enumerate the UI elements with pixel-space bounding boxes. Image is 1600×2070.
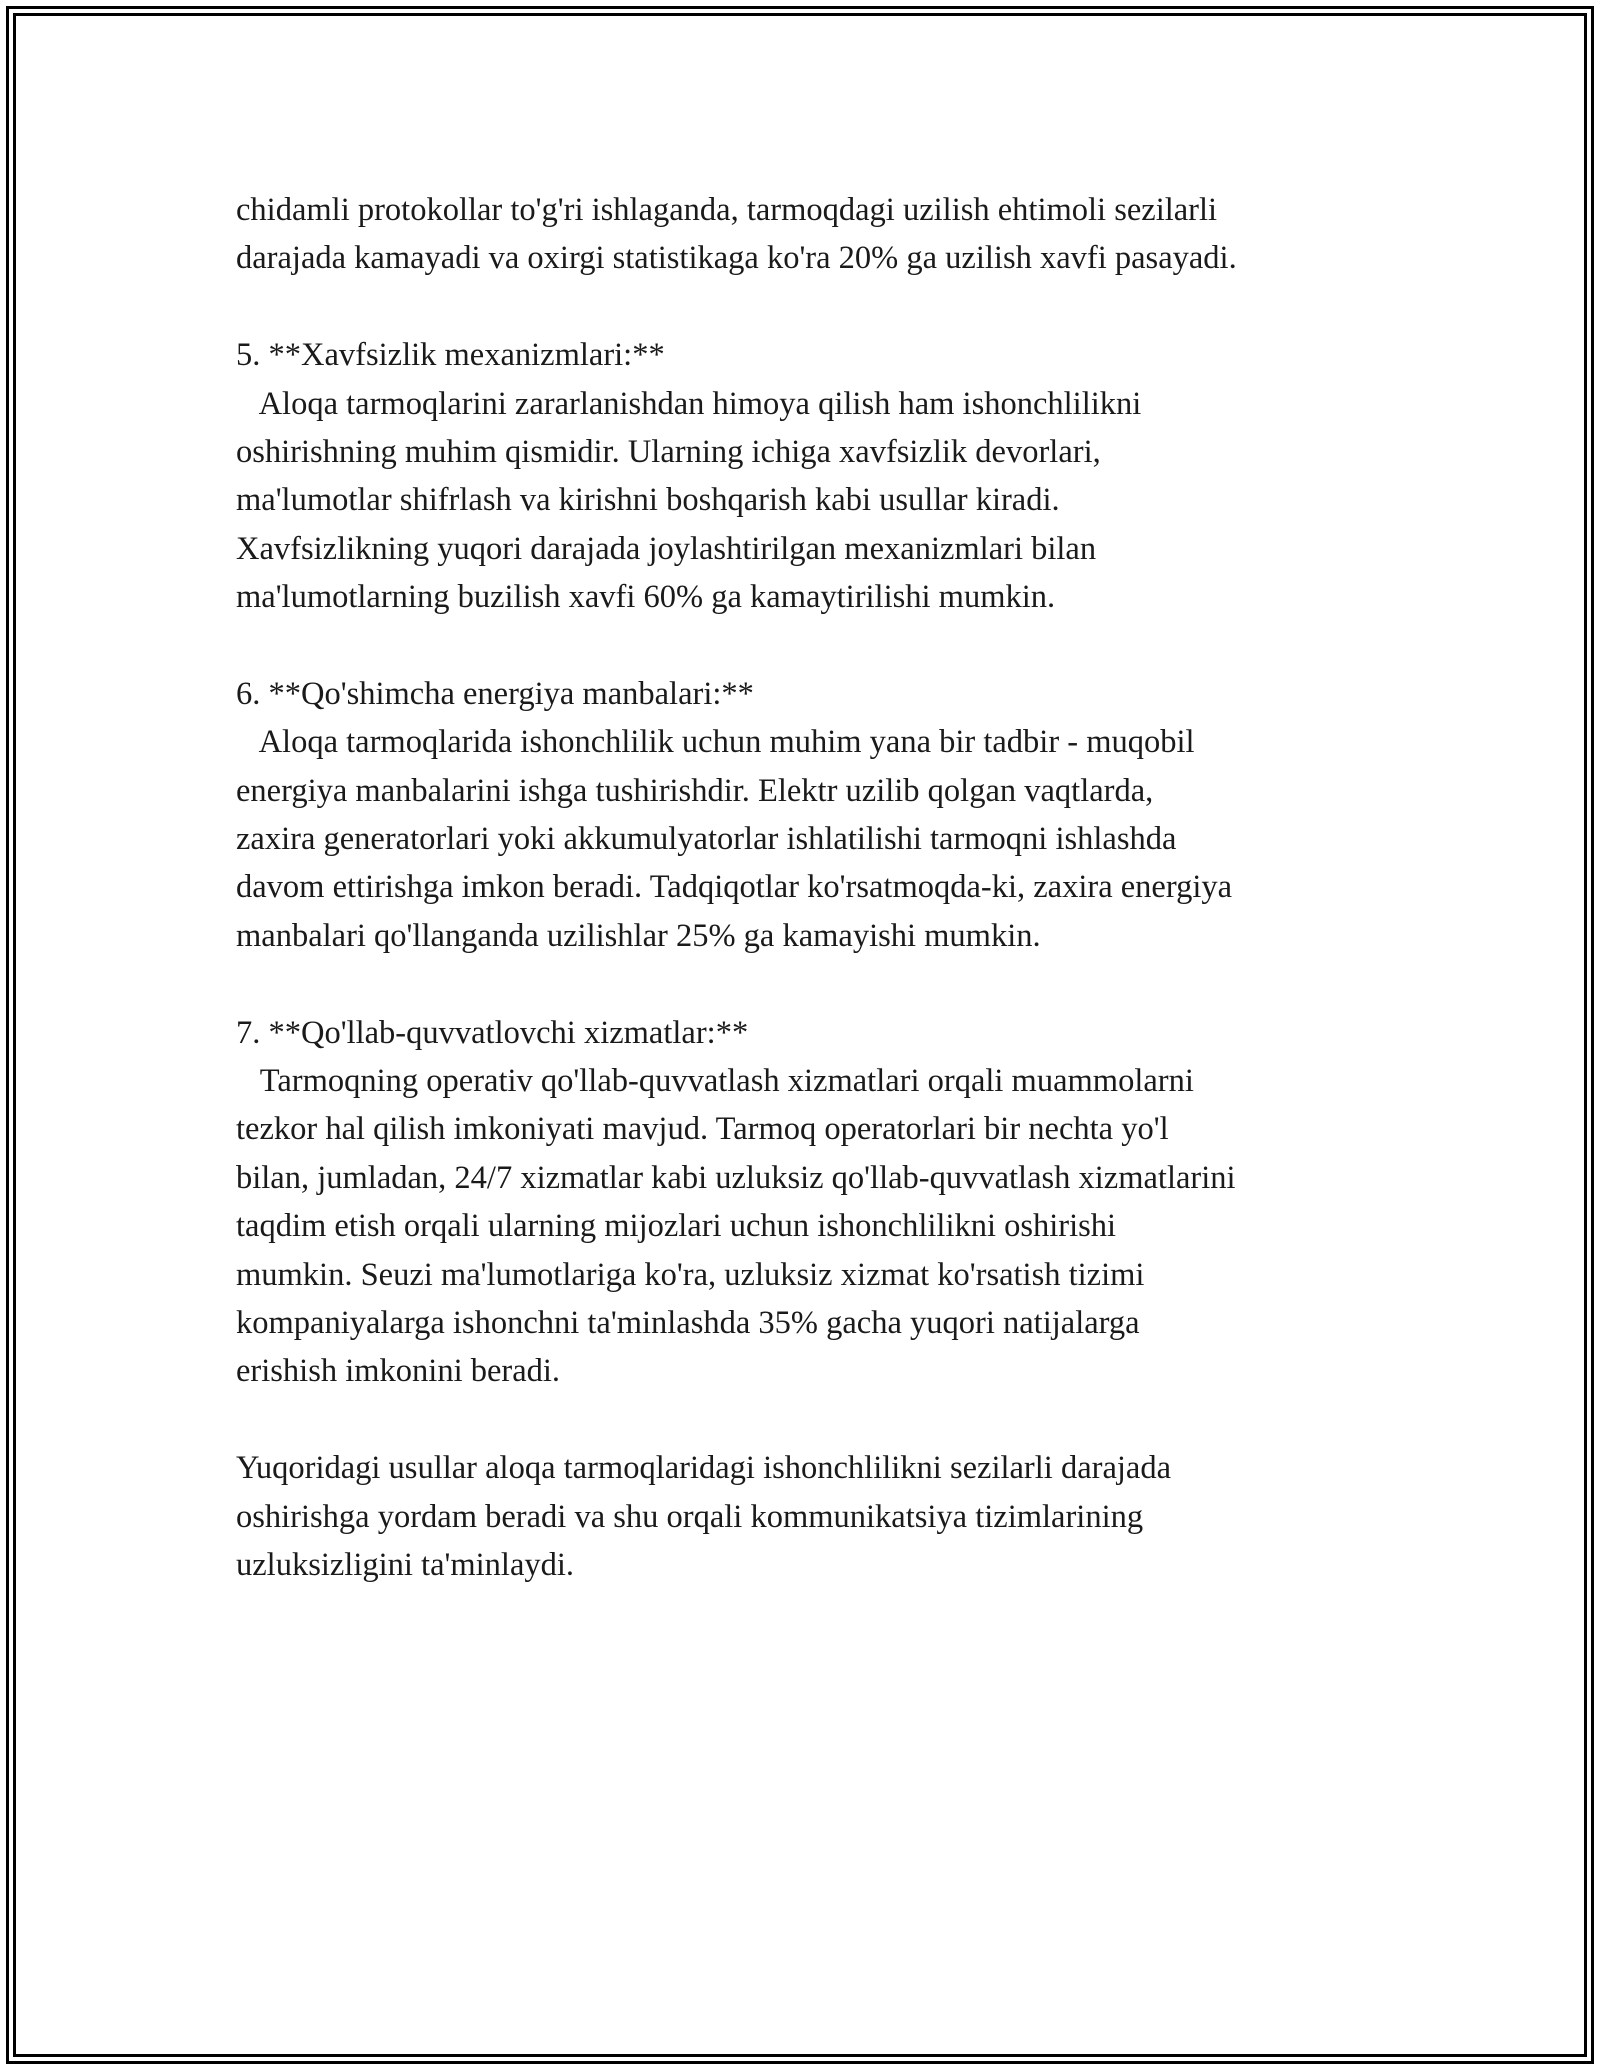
text-line: Tarmoqning operativ qo'llab-quvvatlash xizmatlari orqali muammolarni [236,1063,1194,1100]
paragraph-gap [236,1396,1396,1444]
text-line: davom ettirishga imkon beradi. Tadqiqotlar ko'rsatmoqda-ki, zaxira energiya [236,869,1233,906]
document-body [236,186,1396,1589]
paragraph-gap [236,622,1396,670]
text-line: ma'lumotlar shifrlash va kirishni boshqarish kabi usullar kiradi. [236,482,1060,519]
paragraph-gap [236,960,1396,1008]
section-heading: 7. **Qo'llab-quvvatlovchi xizmatlar:** [236,1014,749,1051]
text-line: Yuqoridagi usullar aloqa tarmoqlaridagi ishonchlilikni sezilarli darajada [236,1450,1171,1487]
text-line: tezkor hal qilish imkoniyati mavjud. Tarmoq operatorlari bir nechta yo'l [236,1111,1169,1148]
text-line: energiya manbalarini ishga tushirishdir. Elektr uzilib qolgan vaqtlarda, [236,772,1154,809]
text-line: kompaniyalarga ishonchni ta'minlashda 35% gacha yuqori natijalarga [236,1304,1140,1341]
text-line: erishish imkonini beradi. [236,1353,561,1390]
text-line: zaxira generatorlari yoki akkumulyatorlar ishlatilishi tarmoqni ishlashda [236,821,1177,858]
text-line: Aloqa tarmoqlarida ishonchlilik uchun muhim yana bir tadbir - muqobil [236,724,1195,761]
intro-paragraph [236,186,1396,283]
section-5 [236,331,1396,621]
section-heading: 5. **Xavfsizlik mexanizmlari:** [236,337,665,374]
conclusion-paragraph [236,1444,1396,1589]
text-line: Aloqa tarmoqlarini zararlanishdan himoya qilish ham ishonchlilikni [236,385,1142,422]
section-heading: 6. **Qo'shimcha energiya manbalari:** [236,675,754,712]
text-line: darajada kamayadi va oxirgi statistikaga ko'ra 20% ga uzilish xavfi pasayadi. [236,240,1237,277]
text-line: ma'lumotlarning buzilish xavfi 60% ga kamaytirilishi mumkin. [236,579,1056,616]
text-line: bilan, jumladan, 24/7 xizmatlar kabi uzluksiz qo'llab-quvvatlash xizmatlarini [236,1159,1236,1196]
text-line: Xavfsizlikning yuqori darajada joylashtirilgan mexanizmlari bilan [236,530,1097,567]
text-line: oshirishning muhim qismidir. Ularning ichiga xavfsizlik devorlari, [236,433,1101,470]
paragraph-gap [236,283,1396,331]
section-6 [236,670,1396,960]
text-line: taqdim etish orqali ularning mijozlari uchun ishonchlilikni oshirishi [236,1208,1117,1245]
section-7 [236,1009,1396,1396]
text-line: oshirishga yordam beradi va shu orqali kommunikatsiya tizimlarining [236,1498,1144,1535]
text-line: chidamli protokollar to'g'ri ishlaganda, tarmoqdagi uzilish ehtimoli sezilarli [236,192,1218,228]
text-line: manbalari qo'llanganda uzilishlar 25% ga kamayishi mumkin. [236,917,1041,954]
text-line: mumkin. Seuzi ma'lumotlariga ko'ra, uzluksiz xizmat ko'rsatish tizimi [236,1256,1145,1293]
text-line: uzluksizligini ta'minlaydi. [236,1546,575,1583]
